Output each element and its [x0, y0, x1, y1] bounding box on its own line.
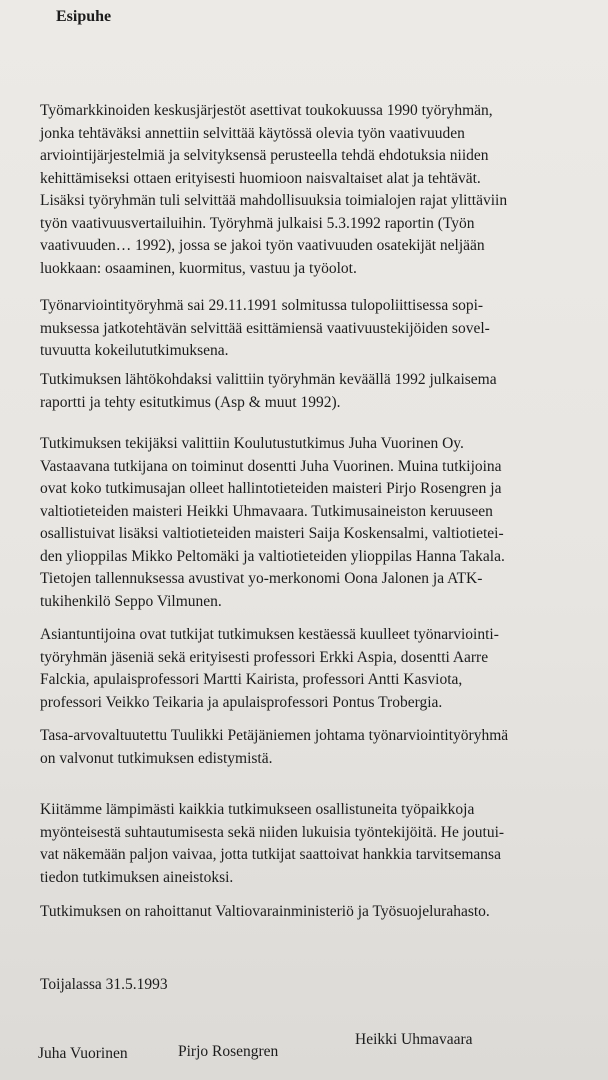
paragraph-4 [40, 433, 578, 613]
text-line: Asiantuntijoina ovat tutkijat tutkimuksen kestäessä kuulleet työnarviointi- [40, 626, 499, 643]
place-date [40, 974, 578, 997]
text-line: Tutkimuksen on rahoittanut Valtiovarainministeriö ja Työsuojelurahasto. [40, 903, 490, 920]
text-line: luokkaan: osaaminen, kuormitus, vastuu ja työolot. [40, 259, 357, 277]
text-line: ovat koko tutkimusajan olleet hallintotieteiden maisteri Pirjo Rosengren ja [40, 480, 502, 497]
text-line: työryhmän jäseniä sekä erityisesti professori Erkki Aspia, dosentti Aarre [40, 648, 489, 666]
text-line: Toijalassa 31.5.1993 [40, 976, 168, 993]
text-line: jonka tehtäväksi annettiin selvittää käytössä olevia työn vaativuuden [40, 124, 465, 142]
text-line: Työnarviointityöryhmä sai 29.11.1991 solmitussa tulopoliittisessa sopi- [40, 297, 484, 314]
text-line: arviointijärjestelmiä ja selvityksensä perusteella tehdä ehdotuksia niiden [40, 147, 489, 164]
paragraph-6 [40, 725, 578, 770]
text-line: Työmarkkinoiden keskusjärjestöt asettivat toukokuussa 1990 työryhmän, [40, 102, 493, 119]
text-line: Kiitämme lämpimästi kaikkia tutkimukseen osallistuneita työpaikkoja [40, 801, 475, 818]
paragraph-1 [40, 100, 578, 280]
text-line: raportti ja tehty esitutkimus (Asp & muut 1992). [40, 393, 341, 411]
text-line: tukihenkilö Seppo Vilmunen. [40, 592, 222, 610]
text-line: professori Veikko Teikaria ja apulaisprofessori Pontus Trobergia. [40, 693, 443, 711]
paragraph-3 [40, 369, 578, 414]
paragraph-7 [40, 799, 578, 889]
text-line: tiedon tutkimuksen aineistoksi. [40, 868, 234, 886]
text-line: vaativuuden… 1992), jossa se jakoi työn vaativuuden osatekijät neljään [40, 237, 485, 254]
text-line: Tutkimuksen lähtökohdaksi valittiin työryhmän keväällä 1992 julkaisema [40, 371, 497, 388]
text-line: Tutkimuksen tekijäksi valittiin Koulutustutkimus Juha Vuorinen Oy. [40, 435, 464, 452]
text-line: osallistuivat lisäksi valtiotieteiden maisteri Saija Koskensalmi, valtiotietei- [40, 525, 504, 542]
paragraph-8 [40, 901, 578, 924]
text-line: Lisäksi työryhmän tuli selvittää mahdollisuuksia toimialojen rajat ylittäviin [40, 192, 508, 209]
text-line: muksessa jatkotehtävän selvittää esittämiensä vaativuustekijöiden sovel- [40, 319, 490, 337]
signature-juha-vuorinen: Juha Vuorinen [38, 1045, 128, 1062]
text-line: tuvuutta kokeilututkimuksena. [40, 342, 229, 359]
text-line: Vastaavana tutkijana on toiminut dosentti Juha Vuorinen. Muina tutkijoina [40, 457, 502, 475]
text-line: Falckia, apulaisprofessori Martti Kairista, professori Antti Kasviota, [40, 671, 463, 688]
text-line: työn vaativuusvertailuihin. Työryhmä julkaisi 5.3.1992 raportin (Työn [40, 214, 475, 232]
signature-heikki-uhmavaara: Heikki Uhmavaara [355, 1031, 473, 1048]
text-line: on valvonut tutkimuksen edistymistä. [40, 749, 273, 767]
text-line: myönteisestä suhtautumisesta sekä niiden lukuisia työntekijöitä. He joutui- [40, 823, 505, 841]
page-heading: Esipuhe [56, 8, 112, 25]
text-line: kehittämiseksi ottaen erityisesti huomioon naisvaltaiset alat ja tehtävät. [40, 169, 481, 187]
paragraph-2 [40, 295, 578, 363]
text-line: valtiotieteiden maisteri Heikki Uhmavaara. Tutkimusaineiston keruuseen [40, 502, 493, 520]
text-line: vat näkemään paljon vaivaa, jotta tutkijat saattoivat hankkia tarvitsemansa [40, 846, 501, 863]
text-line: Tasa-arvovaltuutettu Tuulikki Petäjäniemen johtama työnarviointityöryhmä [40, 727, 509, 744]
text-line: den ylioppilas Mikko Peltomäki ja valtiotieteiden ylioppilas Hanna Takala. [40, 547, 505, 565]
signature-pirjo-rosengren: Pirjo Rosengren [178, 1043, 279, 1060]
text-line: Tietojen tallennuksessa avustivat yo-merkonomi Oona Jalonen ja ATK- [40, 570, 483, 587]
paragraph-5 [40, 624, 578, 714]
